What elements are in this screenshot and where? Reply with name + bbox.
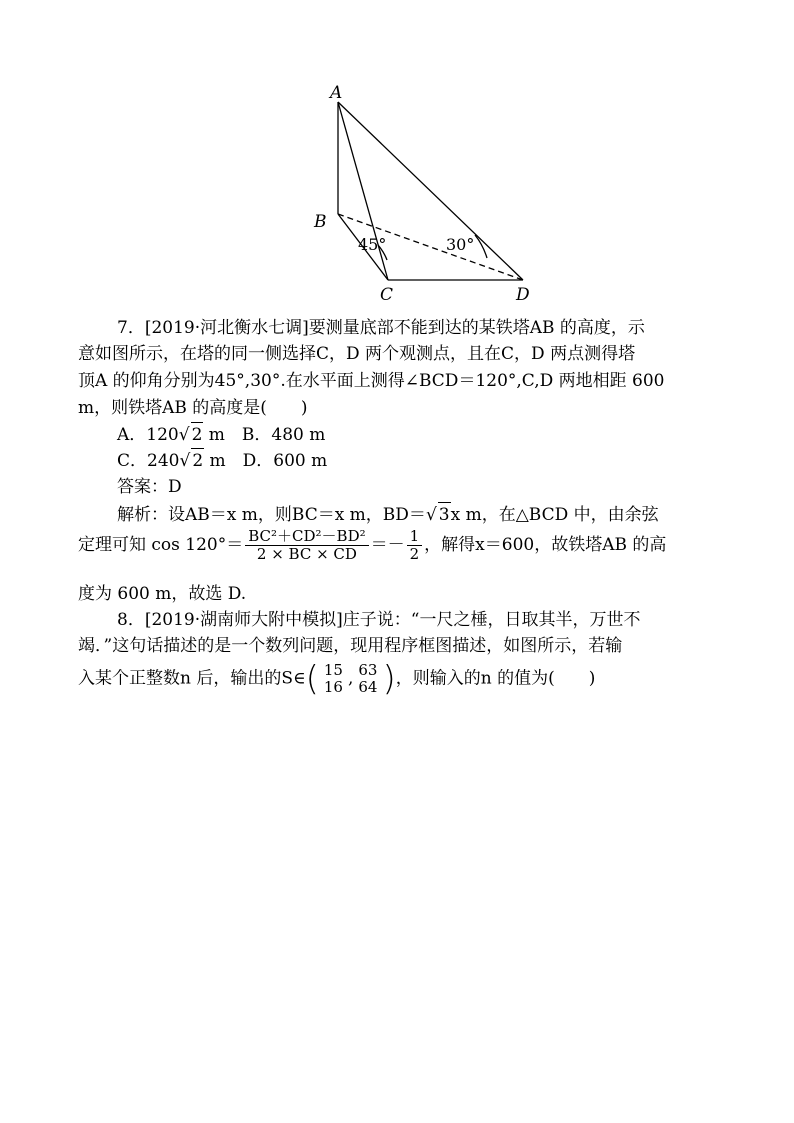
q7-solution-line-3: 度为 600 m，故选 D. xyxy=(78,584,247,604)
cosine-law-fraction: $\frac{\text{BC²＋CD²－BD²}}{2 \times BC \times CD}$ xyxy=(245,528,368,563)
option-c-radicand: 2 xyxy=(191,448,204,473)
q7-line-2: 意如图所示，在塔的同一侧选择C，D 两个观测点，且在C，D 两点测得塔 xyxy=(78,344,636,364)
half-fraction: $\frac{1}{2}$ xyxy=(407,528,423,563)
solution-radicand: 3 xyxy=(438,502,451,527)
angle-label-45: 45° xyxy=(358,235,387,254)
point-label-D: D xyxy=(516,285,530,305)
q7-answer: 答案：D xyxy=(117,477,182,497)
point-label-A: A xyxy=(330,83,343,103)
q7-line-4: m，则铁塔AB 的高度是( ) xyxy=(78,398,308,418)
point-label-C: C xyxy=(380,285,394,305)
point-label-B: B xyxy=(314,212,327,232)
q7-line-1: 7．[2019·河北衡水七调]要测量底部不能到达的某铁塔AB 的高度，示 xyxy=(117,318,645,338)
option-a-radicand: 2 xyxy=(191,422,204,447)
angle-label-30: 30° xyxy=(446,235,475,254)
interval-lower-bound: 15 16 xyxy=(323,661,343,696)
q7-solution-line-2: 定理可知 cos 120°＝ $\frac{\text{BC²＋CD²－BD²}}{2 \times BC \times CD}$ ＝－ $\frac{1}{2}$ ，解得x＝600，故铁塔AB 的高 xyxy=(78,527,667,563)
q7-options-row-2: C．240√ 2 m D．600 m xyxy=(117,448,327,473)
tower-geometry-figure xyxy=(300,80,540,305)
q8-line-2: 竭．”这句话描述的是一个数列问题，现用程序框图描述，如图所示，若输 xyxy=(78,636,623,656)
interval-upper-bound: 63 64 xyxy=(358,661,378,696)
q7-solution-line-1: 解析：设AB＝x m，则BC＝x m，BD＝√ 3x m，在△BCD 中，由余弦 xyxy=(117,502,659,527)
arc-angle-D xyxy=(475,235,487,258)
q7-line-3: 顶A 的仰角分别为45°,30°.在水平面上测得∠BCD＝120°,C,D 两地相距 600 xyxy=(78,371,665,391)
q7-options-row-1: A．120√ 2 m B．480 m xyxy=(117,422,325,447)
q8-line-1: 8．[2019·湖南师大附中模拟]庄子说：“一尺之棰，日取其半，万世不 xyxy=(117,610,641,630)
q8-line-3: 入某个正整数n 后，输出的S∈( 15 16 , 63 64 )，则输入的n 的值为( ) xyxy=(78,659,596,699)
